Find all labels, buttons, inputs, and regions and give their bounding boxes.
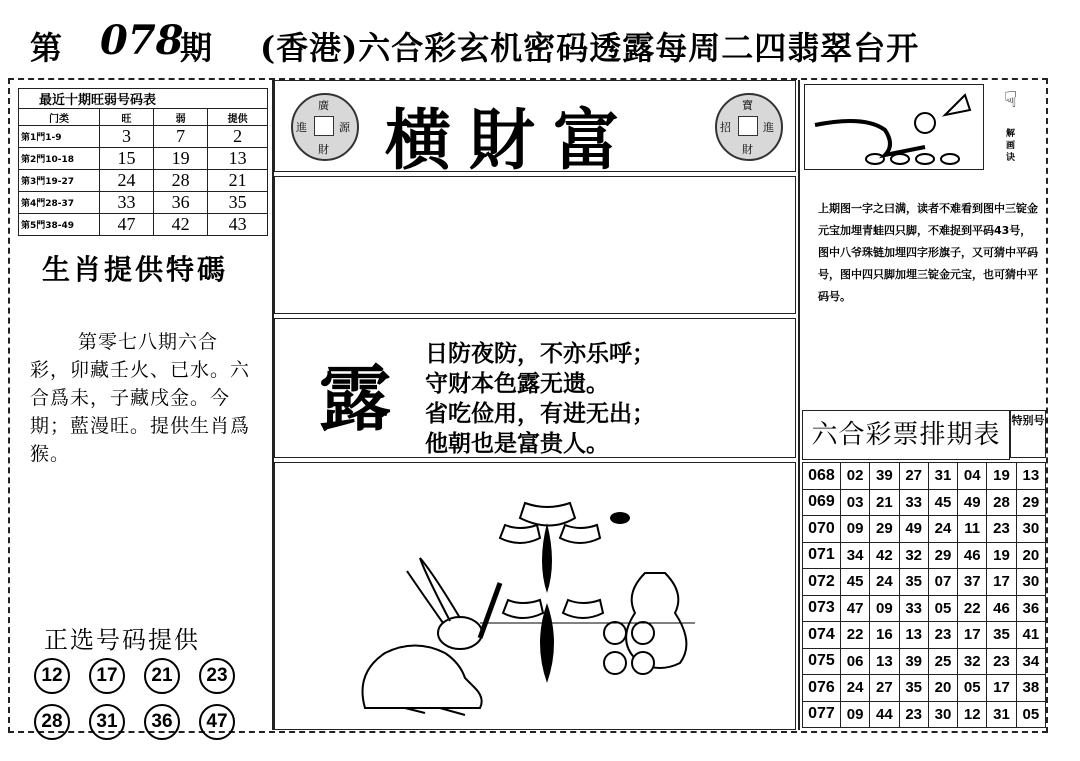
schedule-number: 45 [928, 489, 957, 516]
schedule-number: 41 [1016, 622, 1045, 649]
trend-cell: 33 [100, 192, 154, 214]
table-row [803, 489, 1046, 516]
poem-line: 守财本色露无遗。 [425, 371, 609, 397]
trend-cell: 2 [208, 126, 268, 148]
schedule-number: 23 [987, 516, 1016, 543]
schedule-number: 21 [870, 489, 899, 516]
schedule-issue: 071 [803, 542, 841, 569]
schedule-number: 12 [958, 701, 987, 728]
coin-hole [738, 116, 758, 136]
schedule-number: 47 [840, 595, 869, 622]
riddle-illustration [805, 85, 983, 169]
schedule-number: 19 [987, 463, 1016, 490]
schedule-number: 34 [1016, 648, 1045, 675]
schedule-number: 24 [870, 569, 899, 596]
trend-cell: 35 [208, 192, 268, 214]
schedule-number: 06 [840, 648, 869, 675]
selection-numbers [34, 658, 256, 740]
schedule-header [802, 410, 1046, 460]
coin-char: 進 [296, 121, 307, 134]
trend-col-header: 提供 [208, 109, 268, 126]
schedule-number: 13 [870, 648, 899, 675]
schedule-number: 30 [1016, 569, 1045, 596]
coin-right-icon [715, 93, 783, 161]
schedule-number: 17 [987, 569, 1016, 596]
schedule-number: 02 [840, 463, 869, 490]
trend-row-label: 第5門38-49 [19, 214, 100, 236]
header-qi-prefix: 第 [30, 29, 63, 67]
number-circle: 47 [199, 704, 235, 740]
rabbit-ear-icon [420, 558, 460, 621]
schedule-number: 24 [840, 675, 869, 702]
poem-line: 他朝也是富贵人。 [425, 431, 609, 457]
trend-row-label: 第2門10-18 [19, 148, 100, 170]
schedule-number: 49 [899, 516, 928, 543]
trend-cell: 36 [154, 192, 208, 214]
coin-char: 進 [763, 121, 774, 134]
trend-col-header: 弱 [154, 109, 208, 126]
schedule-number: 46 [958, 542, 987, 569]
schedule-number: 42 [870, 542, 899, 569]
riddle-explanation: 上期图一字之曰满，读者不难看到图中三锭金元宝加埋青蛙四只脚，不难捉到平码43号，图中八爷珠链加埋四字形旗子，又可猜中平码号，图中四只脚加埋三锭金元宝，也可猜中平码号。 [818, 202, 1038, 303]
number-circle: 17 [89, 658, 125, 694]
schedule-number: 17 [987, 675, 1016, 702]
schedule-body [803, 463, 1046, 728]
rabbit-feet-icon [405, 708, 465, 715]
schedule-number: 13 [1016, 463, 1045, 490]
trend-cell: 21 [208, 170, 268, 192]
middle-column [272, 80, 798, 730]
schedule-issue: 069 [803, 489, 841, 516]
trend-cell: 43 [208, 214, 268, 236]
schedule-number: 33 [899, 489, 928, 516]
gourd-icon [626, 573, 686, 668]
schedule-number: 19 [987, 542, 1016, 569]
poem-panel [274, 318, 796, 458]
schedule-issue: 068 [803, 463, 841, 490]
trend-cell: 47 [100, 214, 154, 236]
schedule-number: 35 [987, 622, 1016, 649]
table-row [19, 170, 268, 192]
bee-icon [610, 512, 630, 524]
trend-cell: 19 [154, 148, 208, 170]
schedule-number: 31 [928, 463, 957, 490]
coin-char: 財 [318, 143, 329, 156]
zodiac-title: 生肖提供特碼 [42, 253, 229, 286]
riddle-picture [804, 84, 984, 170]
table-row [803, 569, 1046, 596]
trend-cell: 15 [100, 148, 154, 170]
coin-char: 源 [339, 121, 350, 134]
banner-title: 横財富 [385, 101, 637, 179]
number-circle: 31 [89, 704, 125, 740]
schedule-number: 25 [928, 648, 957, 675]
schedule-number: 29 [928, 542, 957, 569]
schedule-number: 17 [958, 622, 987, 649]
poem-lines [425, 339, 655, 459]
schedule-number: 04 [958, 463, 987, 490]
schedule-number: 05 [1016, 701, 1045, 728]
trend-row-label: 第4門28-37 [19, 192, 100, 214]
ingot-row-icon [866, 154, 959, 164]
trend-cell: 42 [154, 214, 208, 236]
banner [274, 80, 796, 179]
schedule-number: 29 [1016, 489, 1045, 516]
schedule-number: 32 [958, 648, 987, 675]
trend-row-label: 第1門1-9 [19, 126, 100, 148]
schedule-issue: 077 [803, 701, 841, 728]
schedule-number: 45 [840, 569, 869, 596]
schedule-number: 49 [958, 489, 987, 516]
schedule-number: 39 [870, 463, 899, 490]
poem-line: 日防夜防，不亦乐呼； [425, 341, 655, 367]
schedule-issue: 074 [803, 622, 841, 649]
coin-char: 寶 [742, 99, 753, 112]
schedule-number: 09 [870, 595, 899, 622]
schedule-number: 37 [958, 569, 987, 596]
table-row [803, 648, 1046, 675]
schedule-number: 23 [899, 701, 928, 728]
table-row [19, 126, 268, 148]
schedule-number: 44 [870, 701, 899, 728]
trend-cell: 13 [208, 148, 268, 170]
schedule-issue: 075 [803, 648, 841, 675]
header [30, 15, 1050, 70]
schedule-number: 20 [1016, 542, 1045, 569]
header-qi-suffix: 期 [180, 29, 213, 67]
trend-cell: 7 [154, 126, 208, 148]
schedule-number: 23 [928, 622, 957, 649]
table-row [803, 463, 1046, 490]
trend-row-label: 第3門19-27 [19, 170, 100, 192]
pointing-hand-icon: ☟ [1004, 88, 1018, 113]
poem-line: 省吃俭用，有进无出； [425, 401, 655, 427]
schedule-number: 27 [870, 675, 899, 702]
schedule-number: 28 [987, 489, 1016, 516]
picture-panel [274, 462, 796, 730]
zodiac-text: 第零七八期六合彩，卯藏壬火、已水。六合爲未，子藏戌金。今期；藍漫旺。提供生肖爲猴。 [30, 331, 251, 465]
schedule-number: 22 [958, 595, 987, 622]
schedule-number: 30 [928, 701, 957, 728]
trend-cell: 28 [154, 170, 208, 192]
riddle-side-label: 解画诀 [1006, 129, 1016, 163]
poem-big-char: 露 [319, 356, 392, 441]
schedule-number: 13 [899, 622, 928, 649]
table-row [803, 542, 1046, 569]
schedule-number: 32 [899, 542, 928, 569]
figure-icon [915, 113, 935, 133]
schedule-number: 09 [840, 701, 869, 728]
schedule-number: 36 [1016, 595, 1045, 622]
table-row [803, 516, 1046, 543]
schedule-number: 46 [987, 595, 1016, 622]
left-column [10, 80, 274, 730]
schedule-number: 34 [840, 542, 869, 569]
table-row [803, 595, 1046, 622]
table-row [19, 214, 268, 236]
schedule-number: 31 [987, 701, 1016, 728]
number-circle: 36 [144, 704, 180, 740]
coin-left-icon [291, 93, 359, 161]
schedule-number: 29 [870, 516, 899, 543]
number-circle: 21 [144, 658, 180, 694]
schedule-number: 05 [928, 595, 957, 622]
table-row [803, 675, 1046, 702]
coin-char: 廣 [318, 99, 329, 112]
right-column [798, 80, 1050, 730]
trend-table-header [19, 109, 268, 126]
stick-icon [480, 583, 500, 638]
schedule-number: 23 [987, 648, 1016, 675]
rope-icon [815, 121, 925, 155]
rabbit-treasure-illustration [275, 463, 795, 729]
flag-icon [945, 95, 970, 115]
trend-col-header: 门类 [19, 109, 100, 126]
table-row [803, 701, 1046, 728]
schedule-issue: 073 [803, 595, 841, 622]
selection-title: 正选号码提供 [44, 626, 200, 654]
schedule-number: 20 [928, 675, 957, 702]
number-circle: 28 [34, 704, 70, 740]
trend-table-caption: 最近十期旺弱号码表 [18, 88, 268, 108]
table-row [803, 622, 1046, 649]
schedule-number: 38 [1016, 675, 1045, 702]
trend-table [18, 88, 268, 236]
schedule-issue: 072 [803, 569, 841, 596]
schedule-number: 24 [928, 516, 957, 543]
rabbit-head-icon [438, 617, 482, 649]
schedule-number: 30 [1016, 516, 1045, 543]
schedule-table [802, 462, 1046, 728]
issue-number: 078 [100, 17, 184, 64]
schedule-number: 33 [899, 595, 928, 622]
schedule-number: 07 [928, 569, 957, 596]
schedule-number: 27 [899, 463, 928, 490]
schedule-number: 05 [958, 675, 987, 702]
schedule-number: 22 [840, 622, 869, 649]
table-row [19, 148, 268, 170]
table-row [19, 192, 268, 214]
rabbit-body-icon [363, 646, 482, 709]
schedule-special-label: 特别号 [1010, 410, 1046, 458]
schedule-number: 39 [899, 648, 928, 675]
schedule-title: 六合彩票排期表 [802, 410, 1010, 460]
trend-cell: 24 [100, 170, 154, 192]
coin-hole [314, 116, 334, 136]
coin-char: 財 [742, 143, 753, 156]
header-title: (香港)六合彩玄机密码透露每周二四翡翠台开 [260, 29, 920, 67]
schedule-number: 03 [840, 489, 869, 516]
number-circle: 23 [199, 658, 235, 694]
schedule-number: 11 [958, 516, 987, 543]
trend-col-header: 旺 [100, 109, 154, 126]
stem-icon [540, 523, 554, 683]
schedule-number: 09 [840, 516, 869, 543]
schedule-number: 35 [899, 569, 928, 596]
schedule-issue: 070 [803, 516, 841, 543]
schedule-number: 16 [870, 622, 899, 649]
trend-cell: 3 [100, 126, 154, 148]
schedule-number: 35 [899, 675, 928, 702]
blank-panel [274, 176, 796, 314]
number-circle: 12 [34, 658, 70, 694]
schedule-issue: 076 [803, 675, 841, 702]
coin-char: 招 [720, 121, 731, 134]
